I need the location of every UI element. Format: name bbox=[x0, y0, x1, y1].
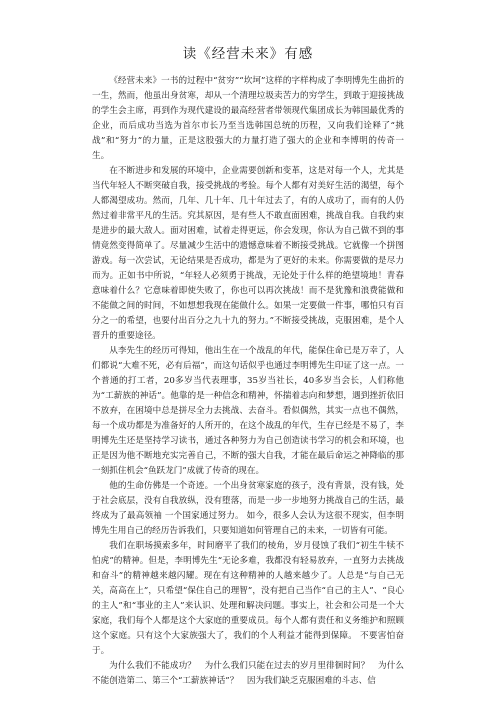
paragraph: 从李先生的经历可得知，他出生在一个战乱的年代，能保住命已是万幸了，人们都说“大难不死，必有后福”，而这句话似乎也通过李明博先生印证了这一点。一个普通的打工者，20多岁当代表理事，35岁当社长，40多岁当会长，人们称他为“工薪族的神话”。他靠的是一种信念和精神，怀揣着志向和梦想，遇到挫折依旧不放弃，在困境中总是拼尽全力去挑战、去奋斗。看似偶然，其实一点也不偶然，每一个成功都是为准备好的人所开的，在这个战乱的年代，生存已经是不易了，李明博先生还是坚持学习读书，通过各种努力为自己创造读书学习的机会和环境，也正是因为他不断地充实完善自己，不断的强大自我，才能在最后命运之神降临的那一刻抓住机会“鱼跃龙门”成就了传奇的现在。 bbox=[92, 346, 404, 476]
paragraph: 为什么我们不能成功？ 为什么我们只能在过去的岁月里徘徊时间？ 为什么不能创造第二、第三个“工薪族神话”？ 因为我们缺乏克服困难的斗志、信 bbox=[92, 661, 404, 686]
document-title: 读《经营未来》有感 bbox=[182, 46, 314, 62]
paragraph: 我们在职场摸索多年，时间磨平了我们的棱角，岁月侵蚀了我们“初生牛犊不怕虎”的精神。但是，李明博先生“无论多难，我都没有轻易放弃，一直努力去挑战和奋斗”的精神越来越闪耀。现在有这种精神的人越来越少了。人总是“与自己无关，高高在上”，只希望“保住自己的理智”，没有把自己当作“自己的主人”、“良心的主人”和“事业的主人”来认识、处理和解决问题。事实上，社会和公司是一个大家庭，我们每个人都是这个大家庭的重要成员。每个人都有责任和义务维护和照顾这个家庭。只有这个大家族强大了，我们的个人利益才能得到保障。 不要害怕奋于。 bbox=[92, 541, 404, 656]
paragraph: 《经营未来》一书的过程中“贫穷”“坎坷”这样的字样构成了李明博先生曲折的一生，然而，他虽出身贫寒，却从一个清理垃圾卖苦力的穷学生，到敢于迎接挑战的学生会主席，再到作为现代建设的最高经营者带领现代集团成长为韩国最优秀的企业，而后成功当选为首尔市长乃至当选韩国总统的历程，又向我们诠释了“挑战”和“努力”的力量，正是这股强大的力量打造了强大的企业和李博明的传奇一生。 bbox=[92, 76, 404, 161]
paragraph: 在不断进步和发展的环境中，企业需要创新和变革，这是对每一个人，尤其是当代年轻人不断突破自我，接受挑战的考验。每个人都有对美好生活的渴望，每个人都渴望成功。然而，几年、几十年、几十年过去了，有的人成功了，而有的人仍然过着非常平凡的生活。究其原因，是有些人不敢直面困难，挑战自我。自我约束是进步的最大敌人。面对困难，试着走得更远，你会发现，你认为自己做不到的事情竟然变得简单了。尽量减少生活中的遗憾意味着不断接受挑战。它就像一个拼图游戏。每一次尝试，无论结果是否成功，都是为了更好的未来。你需要做的是尽力而为。正如书中所说，“年轻人必须勇于挑战，无论处于什么样的绝望境地！青春意味着什么？它意味着即使失败了，你也可以再次挑战！而不是犹豫和浪费能做和不能做之间的时间，不如想想我现在能做什么。如果一定要做一件事，哪怕只有百分之一的希望，也要付出百分之九十九的努力。”不断接受挑战，克服困难，是个人晋升的重要途径。 bbox=[92, 166, 404, 341]
paragraph: 他的生命仿佛是一个奇迹。一个出身贫寒家庭的孩子，没有背景，没有钱，处于社会底层，没有自我放纵，没有堕落，而是一步一步地努力挑战自己的生活，最终成为了最高领袖 一个国家通过努力。 如今，很多人会认为这很不现实，但李明博先生用自己的经历告诉我们，只要知道如何管理自己的未来，一切皆有可能。 bbox=[92, 481, 404, 536]
document-body bbox=[92, 74, 404, 689]
